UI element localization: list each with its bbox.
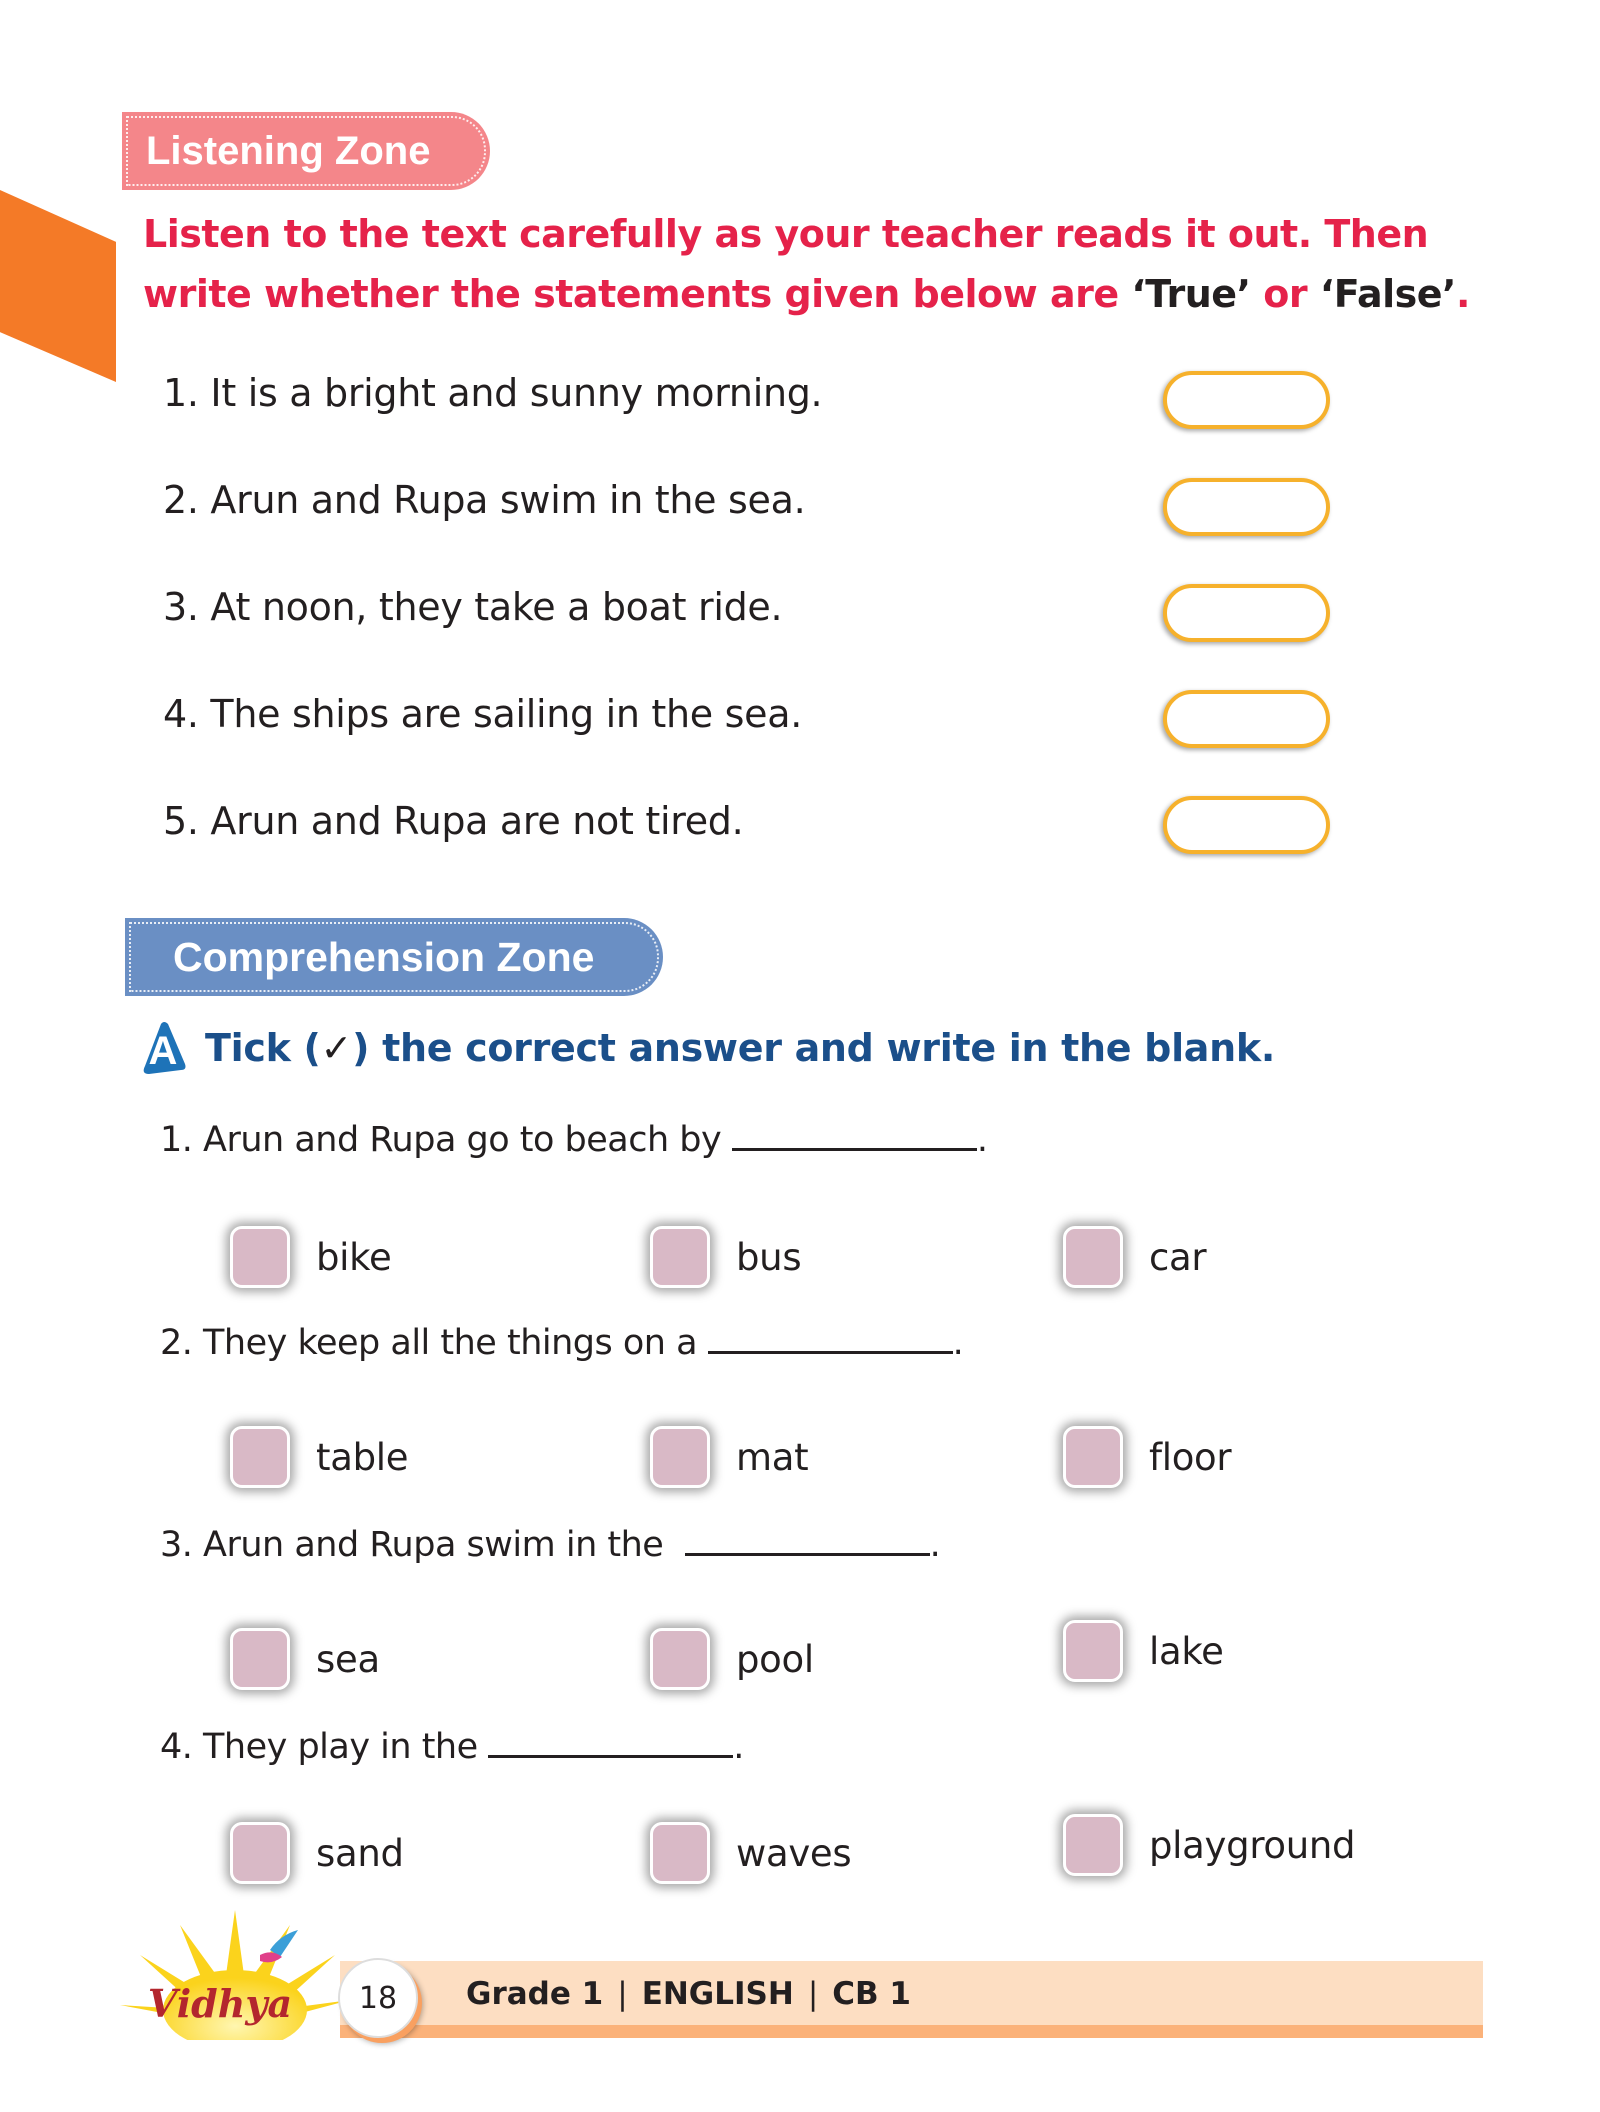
listening-zone-title: Listening Zone bbox=[146, 128, 431, 173]
checkbox[interactable] bbox=[650, 1822, 710, 1884]
checkbox[interactable] bbox=[1063, 1620, 1123, 1682]
question-text: 3. Arun and Rupa swim in the bbox=[160, 1525, 664, 1565]
question-end: . bbox=[733, 1727, 744, 1767]
answer-blank-4[interactable] bbox=[488, 1725, 733, 1758]
option-sand[interactable] bbox=[230, 1820, 404, 1886]
question-2 bbox=[160, 1318, 963, 1368]
option-label: bike bbox=[316, 1235, 392, 1279]
option-label: table bbox=[316, 1435, 409, 1479]
tick-icon: ✓ bbox=[320, 1026, 353, 1070]
task-text-pre: Tick ( bbox=[205, 1026, 321, 1070]
option-label: car bbox=[1149, 1235, 1207, 1279]
listening-zone-tag bbox=[122, 112, 490, 190]
checkbox[interactable] bbox=[230, 1426, 290, 1488]
statement-2: 2. Arun and Rupa swim in the sea. bbox=[163, 478, 806, 522]
footer-subject: ENGLISH bbox=[641, 1976, 794, 2012]
option-floor[interactable] bbox=[1063, 1424, 1231, 1490]
option-waves[interactable] bbox=[650, 1820, 851, 1886]
answer-box-1[interactable] bbox=[1163, 371, 1330, 429]
statement-1: 1. It is a bright and sunny morning. bbox=[163, 371, 823, 415]
footer-separator: | bbox=[807, 1976, 819, 2012]
checkbox[interactable] bbox=[650, 1426, 710, 1488]
instruction-period: . bbox=[1456, 272, 1470, 316]
answer-blank-2[interactable] bbox=[708, 1321, 953, 1354]
question-end: . bbox=[952, 1323, 964, 1363]
option-label: mat bbox=[736, 1435, 809, 1479]
checkbox[interactable] bbox=[1063, 1814, 1123, 1876]
question-text: 1. Arun and Rupa go to beach by bbox=[160, 1120, 722, 1160]
statement-4: 4. The ships are sailing in the sea. bbox=[163, 692, 803, 736]
option-label: pool bbox=[736, 1637, 814, 1681]
question-end: . bbox=[929, 1525, 941, 1565]
option-pool[interactable] bbox=[650, 1626, 814, 1692]
statement-5: 5. Arun and Rupa are not tired. bbox=[163, 799, 744, 843]
page-number-badge bbox=[338, 1958, 418, 2038]
option-bike[interactable] bbox=[230, 1224, 391, 1290]
svg-text:Vidhya: Vidhya bbox=[147, 1981, 293, 2026]
footer-grade: Grade 1 bbox=[466, 1976, 604, 2012]
svg-text:A: A bbox=[148, 1029, 178, 1073]
question-text: 4. They play in the bbox=[160, 1727, 478, 1767]
instruction-text: write whether the statements given below are bbox=[143, 272, 1132, 316]
instruction-line-2 bbox=[143, 264, 1473, 324]
option-label: sea bbox=[316, 1637, 380, 1681]
listening-instruction bbox=[143, 204, 1473, 324]
instruction-line-1: Listen to the text carefully as your teacher reads it out. Then bbox=[143, 212, 1429, 256]
decorative-orange-shape bbox=[0, 190, 116, 382]
true-word: ‘True’ bbox=[1131, 272, 1251, 316]
option-mat[interactable] bbox=[650, 1424, 808, 1490]
checkbox[interactable] bbox=[230, 1226, 290, 1288]
task-instruction bbox=[205, 1022, 1275, 1074]
option-bus[interactable] bbox=[650, 1224, 801, 1290]
option-label: bus bbox=[736, 1235, 802, 1279]
option-playground[interactable] bbox=[1063, 1812, 1355, 1878]
question-1 bbox=[160, 1115, 988, 1165]
statement-3: 3. At noon, they take a boat ride. bbox=[163, 585, 783, 629]
answer-blank-3[interactable] bbox=[685, 1523, 930, 1556]
option-label: sand bbox=[316, 1831, 404, 1875]
footer-separator: | bbox=[617, 1976, 628, 2012]
vidhya-logo bbox=[120, 1905, 350, 2040]
question-3 bbox=[160, 1520, 940, 1570]
comprehension-zone-tag bbox=[125, 918, 663, 996]
option-sea[interactable] bbox=[230, 1626, 380, 1692]
section-a-icon bbox=[137, 1020, 189, 1076]
answer-box-2[interactable] bbox=[1163, 478, 1330, 536]
answer-blank-1[interactable] bbox=[732, 1118, 977, 1151]
page-number: 18 bbox=[358, 1980, 398, 2016]
or-word: or bbox=[1250, 272, 1320, 316]
option-lake[interactable] bbox=[1063, 1618, 1224, 1684]
checkbox[interactable] bbox=[1063, 1226, 1123, 1288]
option-label: waves bbox=[736, 1831, 852, 1875]
task-text-post: ) the correct answer and write in the blank. bbox=[352, 1026, 1275, 1070]
checkbox[interactable] bbox=[1063, 1426, 1123, 1488]
checkbox[interactable] bbox=[230, 1822, 290, 1884]
answer-box-3[interactable] bbox=[1163, 584, 1330, 642]
answer-box-5[interactable] bbox=[1163, 796, 1330, 854]
footer-book-info bbox=[466, 1962, 911, 2026]
question-text: 2. They keep all the things on a bbox=[160, 1323, 698, 1363]
answer-box-4[interactable] bbox=[1163, 690, 1330, 748]
checkbox[interactable] bbox=[650, 1628, 710, 1690]
option-label: playground bbox=[1149, 1823, 1356, 1867]
option-label: lake bbox=[1149, 1629, 1224, 1673]
false-word: ‘False’ bbox=[1319, 272, 1456, 316]
option-table[interactable] bbox=[230, 1424, 408, 1490]
checkbox[interactable] bbox=[230, 1628, 290, 1690]
checkbox[interactable] bbox=[650, 1226, 710, 1288]
option-car[interactable] bbox=[1063, 1224, 1206, 1290]
question-4 bbox=[160, 1722, 744, 1772]
question-end: . bbox=[976, 1120, 988, 1160]
option-label: floor bbox=[1149, 1435, 1232, 1479]
comprehension-zone-title: Comprehension Zone bbox=[173, 933, 595, 980]
footer-book: CB 1 bbox=[832, 1976, 912, 2012]
